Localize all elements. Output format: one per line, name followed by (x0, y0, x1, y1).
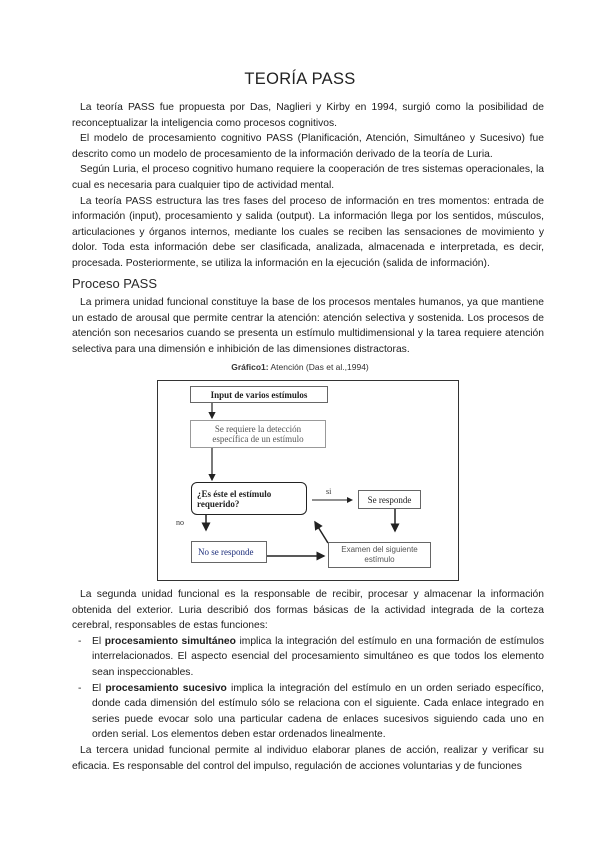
flow-label-yes: si (326, 487, 332, 496)
flow-box-decision: ¿Es éste el estímulo requerido? (191, 482, 307, 515)
processing-list (72, 634, 544, 743)
list-dash: - (78, 635, 82, 647)
paragraph: La segunda unidad funcional es la responsable de recibir, procesar y almacenar la información obtenida del exterior. Luria describió dos formas básicas de la actividad integrada de la corteza cerebral, responsables de estas funciones: (72, 589, 544, 632)
term-simultaneous: procesamiento simultáneo (104, 635, 236, 647)
term-successive: procesamiento sucesivo (105, 682, 227, 694)
section-heading: Proceso PASS (72, 276, 158, 291)
paragraph: La teoría PASS fue propuesta por Das, Naglieri y Kirby en 1994, surgió como la posibilidad de reconceptualizar la inteligencia como procesos cognitivos. (72, 102, 544, 129)
caption-label: Gráfico1: (231, 362, 269, 372)
flow-box-respond: Se responde (358, 490, 421, 509)
flow-label-no: no (176, 518, 184, 527)
page-title: TEORÍA PASS (244, 70, 356, 88)
flow-box-input: Input de varios estímulos (190, 386, 328, 403)
list-item: - El procesamiento simultáneo implica la integración del estímulo en una formación de estímulos interrelacionados. El aspecto esencial del procesamiento simultáneo es que todos los elemento sean inspeccionables. (78, 635, 544, 678)
paragraph: La primera unidad funcional constituye la base de los procesos mentales humanos, ya que mantiene un estado de arousal que permite centrar la atención: atención selectiva y sostenida. Los procesos de atención son necesarios cuando se presenta un estímulo multidimensional y la tarea requiere atención selectiva para una dimensión e inhibición de las dimensiones distractoras. (72, 297, 544, 355)
paragraph: El modelo de procesamiento cognitivo PASS (Planificación, Atención, Simultáneo y Sucesivo) fue descrito como un modelo de procesamiento de la información derivado de la teoría de Luria. (72, 133, 544, 160)
caption-text: Atención (Das et al.,1994) (268, 362, 369, 372)
list-dash: - (78, 682, 82, 694)
flow-box-detection: Se requiere la detección específica de un estímulo (190, 420, 326, 448)
paragraph: Según Luria, el proceso cognitivo humano requiere la cooperación de tres sistemas operacionales, la cual es necesaria para cualquier tipo de actividad mental. (72, 164, 544, 191)
paragraph: La teoría PASS estructura las tres fases del proceso de información en tres momentos: entrada de información (input), procesamiento y salida (output). La información llega por los sentidos, músculos, articulaciones y órganos internos, mediante los cuales se reciben las sensaciones de movimiento y dolor. Toda esta información debe ser clasificada, analizada, almacenada e interpretada, es decir, procesada. Posteriormente, se utiliza la información en la ejecución (salida de información). (72, 195, 544, 269)
second-unit-section (72, 587, 544, 774)
flow-box-no-respond: No se responde (191, 541, 267, 563)
list-item: - El procesamiento sucesivo implica la integración del estímulo en un orden seriado específico, donde cada dimensión del estímulo sólo se relaciona con el siguiente. Cada enlace integrado en series puede evocar solo una particular cadena de enlaces sucesivos siguiendo cada uno en orden serial. Los elementos deben estar ordenados linealmente. (78, 682, 544, 741)
paragraph: La tercera unidad funcional permite al individuo elaborar planes de acción, realizar y verificar su eficacia. Es responsable del control del impulso, regulación de acciones voluntarias y de funciones (72, 744, 544, 772)
flow-box-next-stimulus: Examen del siguiente estímulo (328, 542, 431, 568)
